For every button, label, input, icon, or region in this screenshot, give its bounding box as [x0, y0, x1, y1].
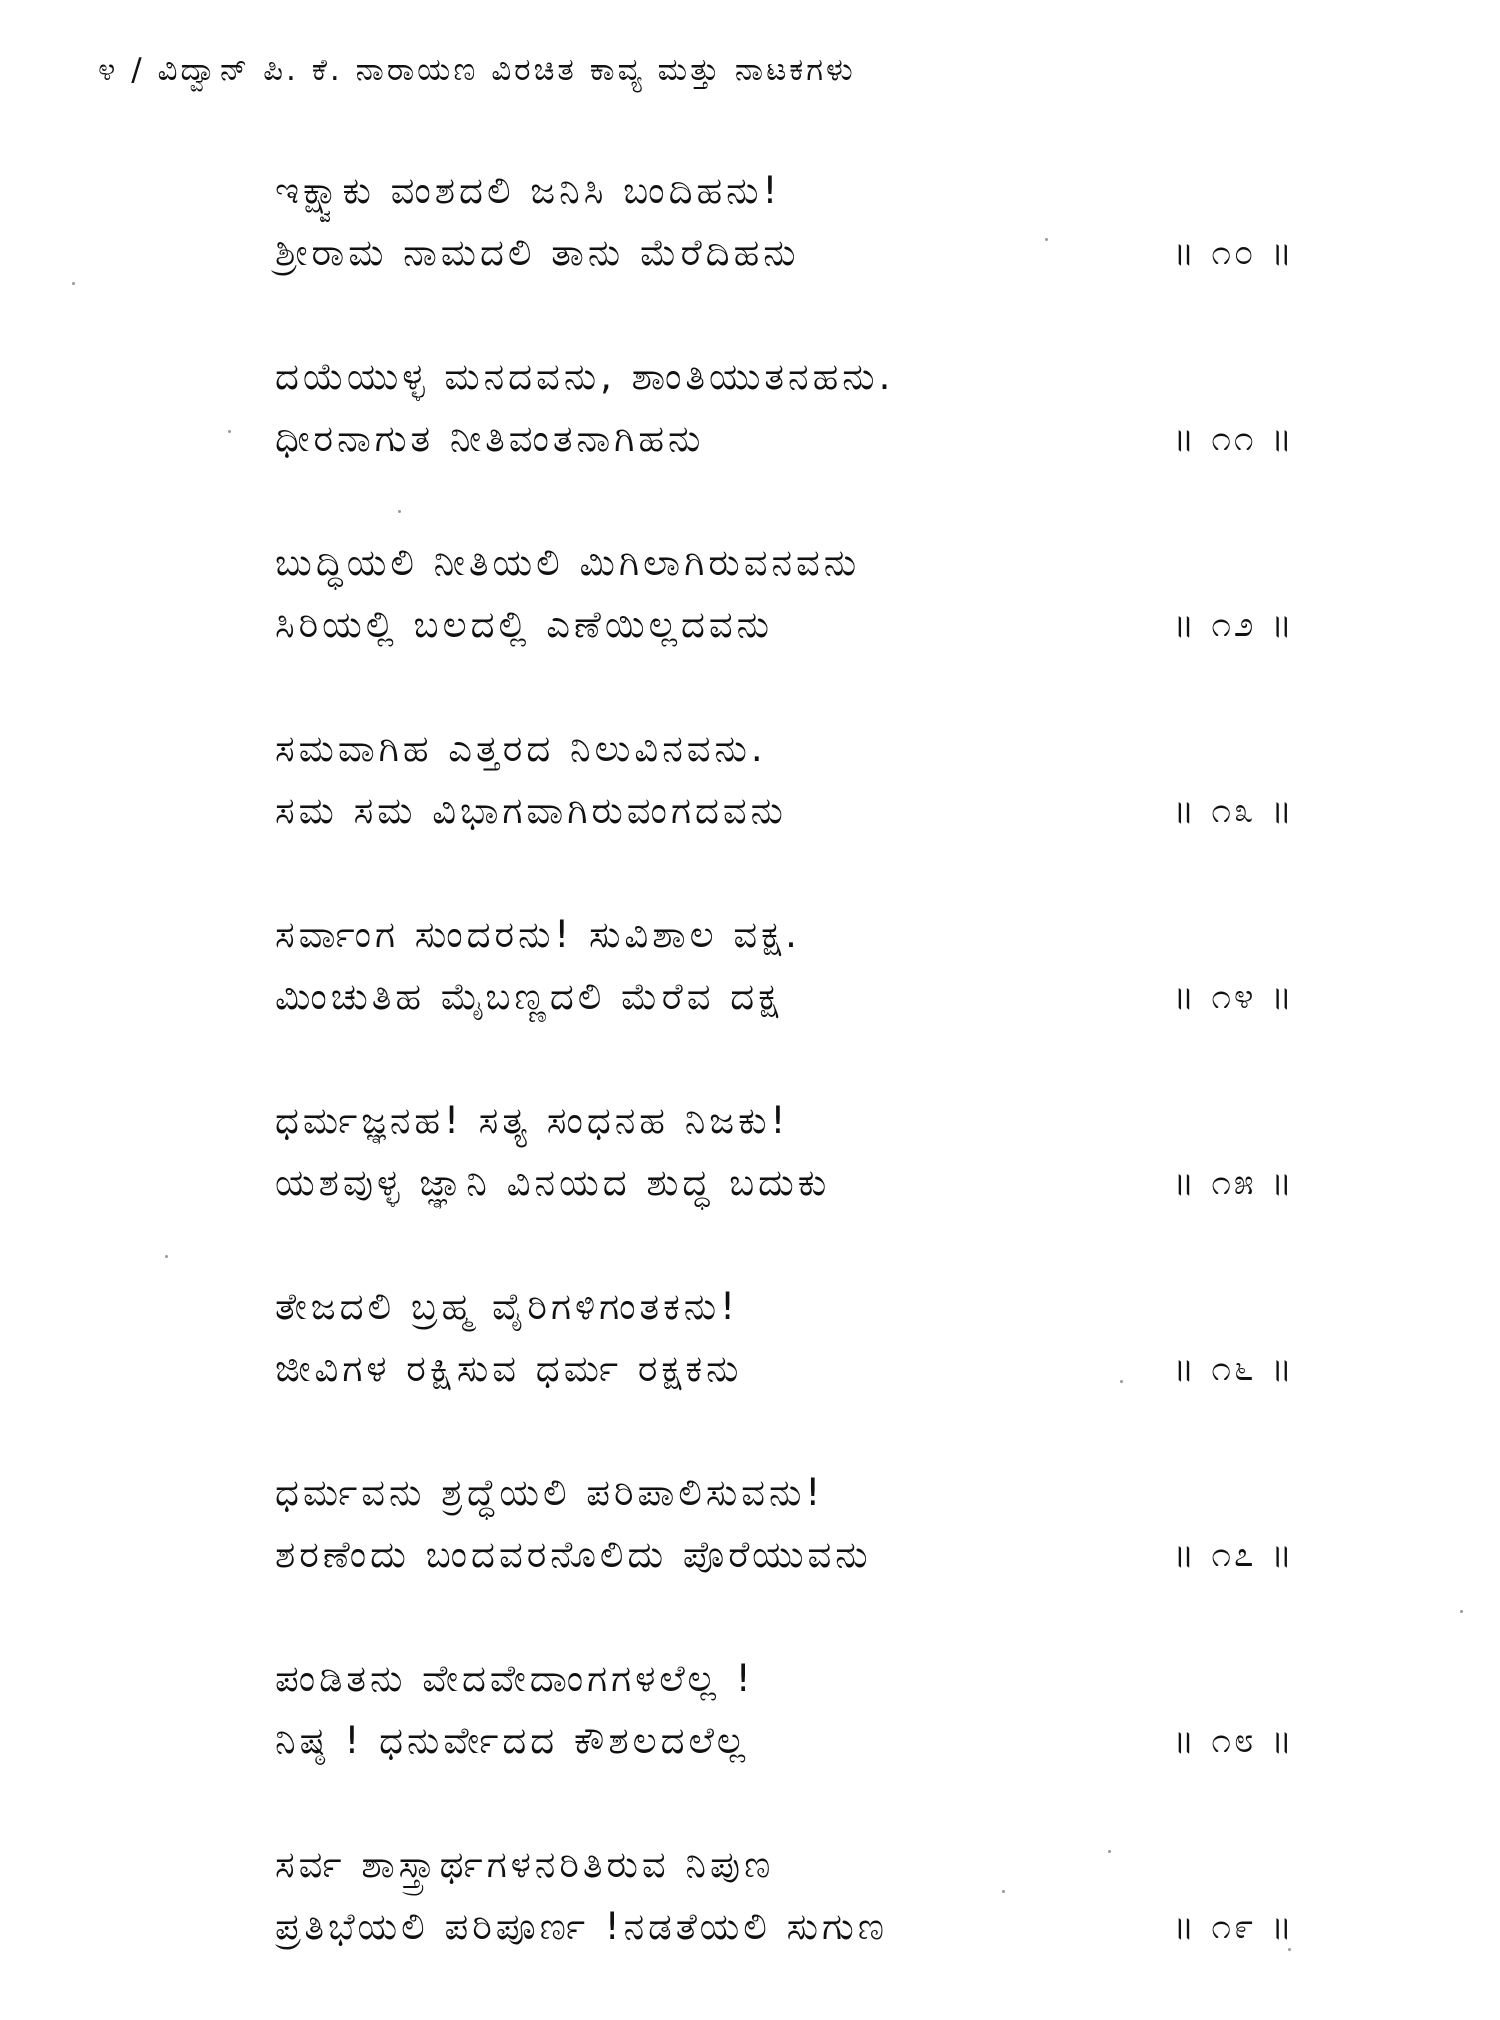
stanza	[275, 346, 1315, 532]
verse-line-1: ಸರ್ವ ಶಾಸ್ತ್ರಾರ್ಥಗಳನರಿತಿರುವ ನಿಪುಣ	[275, 1843, 775, 1886]
verse-line-2: ಧೀರನಾಗುತ ನೀತಿವಂತನಾಗಿಹನು	[275, 417, 705, 460]
stanza	[275, 532, 1315, 718]
scan-speck	[72, 282, 75, 285]
stanza	[275, 1834, 1315, 2020]
scan-speck	[1288, 1948, 1291, 1951]
verse-number: ॥ ೧೯ ॥	[1172, 1907, 1295, 1947]
stanza	[275, 904, 1315, 1090]
verse-line-2-row	[275, 222, 1315, 284]
verse-number: ॥ ೧೬ ॥	[1172, 1349, 1295, 1389]
scan-speck	[1045, 238, 1048, 241]
verse-line-2: ಸಮ ಸಮ ವಿಭಾಗವಾಗಿರುವಂಗದವನು	[275, 789, 787, 832]
verse-line-2-row	[275, 1710, 1315, 1772]
stanza	[275, 1090, 1315, 1276]
stanza	[275, 718, 1315, 904]
verse-number: ॥ ೧೫ ॥	[1172, 1163, 1295, 1203]
verse-line-1: ತೇಜದಲಿ ಬ್ರಹ್ಮ ವೈರಿಗಳಿಗಂತಕನು!	[275, 1285, 739, 1328]
verse-line-1: ಧರ್ಮವನು ಶ್ರದ್ಧೆಯಲಿ ಪರಿಪಾಲಿಸುವನು!	[275, 1471, 825, 1514]
verse-number: ॥ ೧೧ ॥	[1172, 419, 1295, 459]
verse-number: ॥ ೧೩ ॥	[1172, 791, 1295, 831]
verse-line-1: ಧರ್ಮಜ್ಞನಹ! ಸತ್ಯ ಸಂಧನಹ ನಿಜಕು!	[275, 1099, 790, 1142]
scan-speck	[1120, 1380, 1123, 1383]
stanza	[275, 1648, 1315, 1834]
verse-line-2: ಶ್ರೀರಾಮ ನಾಮದಲಿ ತಾನು ಮೆರೆದಿಹನು	[275, 231, 800, 274]
verse-line-2: ಮಿಂಚುತಿಹ ಮೈಬಣ್ಣದಲಿ ಮೆರೆವ ದಕ್ಷ	[275, 975, 783, 1018]
verse-line-1: ಇಕ್ಷ್ವಾಕು ವಂಶದಲಿ ಜನಿಸಿ ಬಂದಿಹನು!	[275, 169, 782, 212]
verse-line-2-row	[275, 1338, 1315, 1400]
verse-line-1: ಸಮವಾಗಿಹ ಎತ್ತರದ ನಿಲುವಿನವನು.	[275, 727, 767, 770]
running-header: ೪ / ವಿದ್ವಾನ್ ಪಿ. ಕೆ. ನಾರಾಯಣ ವಿರಚಿತ ಕಾವ್ಯ ಮತ್ತು ನಾಟಕಗಳು	[98, 52, 856, 88]
verse-line-1: ಸರ್ವಾಂಗ ಸುಂದರನು! ಸುವಿಶಾಲ ವಕ್ಷ.	[275, 913, 801, 956]
verse-line-2-row	[275, 1896, 1315, 1958]
verse-number: ॥ ೧೭ ॥	[1172, 1535, 1295, 1575]
verse-line-2: ಯಶವುಳ್ಳ ಜ್ಞಾನಿ ವಿನಯದ ಶುದ್ಧ ಬದುಕು	[275, 1161, 831, 1204]
verse-line-1: ಪಂಡಿತನು ವೇದವೇದಾಂಗಗಳಲೆಲ್ಲ !	[275, 1657, 755, 1700]
verse-line-2: ಸಿರಿಯಲ್ಲಿ ಬಲದಲ್ಲಿ ಎಣೆಯಿಲ್ಲದವನು	[275, 603, 774, 646]
verse-line-2-row	[275, 1524, 1315, 1586]
stanza	[275, 160, 1315, 346]
verse-line-2-row	[275, 1152, 1315, 1214]
scan-speck	[165, 1255, 168, 1258]
stanza	[275, 1462, 1315, 1648]
verse-line-2-row	[275, 966, 1315, 1028]
verse-line-2-row	[275, 780, 1315, 842]
verse-list	[275, 160, 1315, 2020]
verse-line-2: ಶರಣೆಂದು ಬಂದವರನೊಲಿದು ಪೊರೆಯುವನು	[275, 1533, 872, 1576]
scan-speck	[1460, 1610, 1463, 1613]
scan-speck	[398, 510, 401, 513]
verse-number: ॥ ೧೨ ॥	[1172, 605, 1295, 645]
verse-number: ॥ ೧೮ ॥	[1172, 1721, 1295, 1761]
verse-line-2: ನಿಷ್ಠ ! ಧನುರ್ವೇದದ ಕೌಶಲದಲೆಲ್ಲ	[275, 1719, 750, 1762]
verse-number: ॥ ೧೪ ॥	[1172, 977, 1295, 1017]
stanza	[275, 1276, 1315, 1462]
verse-line-2: ಪ್ರತಿಭೆಯಲಿ ಪರಿಪೂರ್ಣ !ನಡತೆಯಲಿ ಸುಗುಣ	[275, 1905, 889, 1948]
verse-line-1: ಬುದ್ಧಿಯಲಿ ನೀತಿಯಲಿ ಮಿಗಿಲಾಗಿರುವನವನು	[275, 541, 861, 584]
verse-number: ॥ ೧೦ ॥	[1172, 233, 1295, 273]
verse-line-1: ದಯೆಯುಳ್ಳ ಮನದವನು, ಶಾಂತಿಯುತನಹನು.	[275, 355, 895, 398]
scan-speck	[228, 430, 231, 433]
scan-speck	[1002, 1890, 1005, 1893]
verse-line-2: ಜೀವಿಗಳ ರಕ್ಷಿಸುವ ಧರ್ಮ ರಕ್ಷಕನು	[275, 1347, 743, 1390]
verse-line-2-row	[275, 594, 1315, 656]
scan-speck	[1108, 1850, 1111, 1853]
verse-line-2-row	[275, 408, 1315, 470]
